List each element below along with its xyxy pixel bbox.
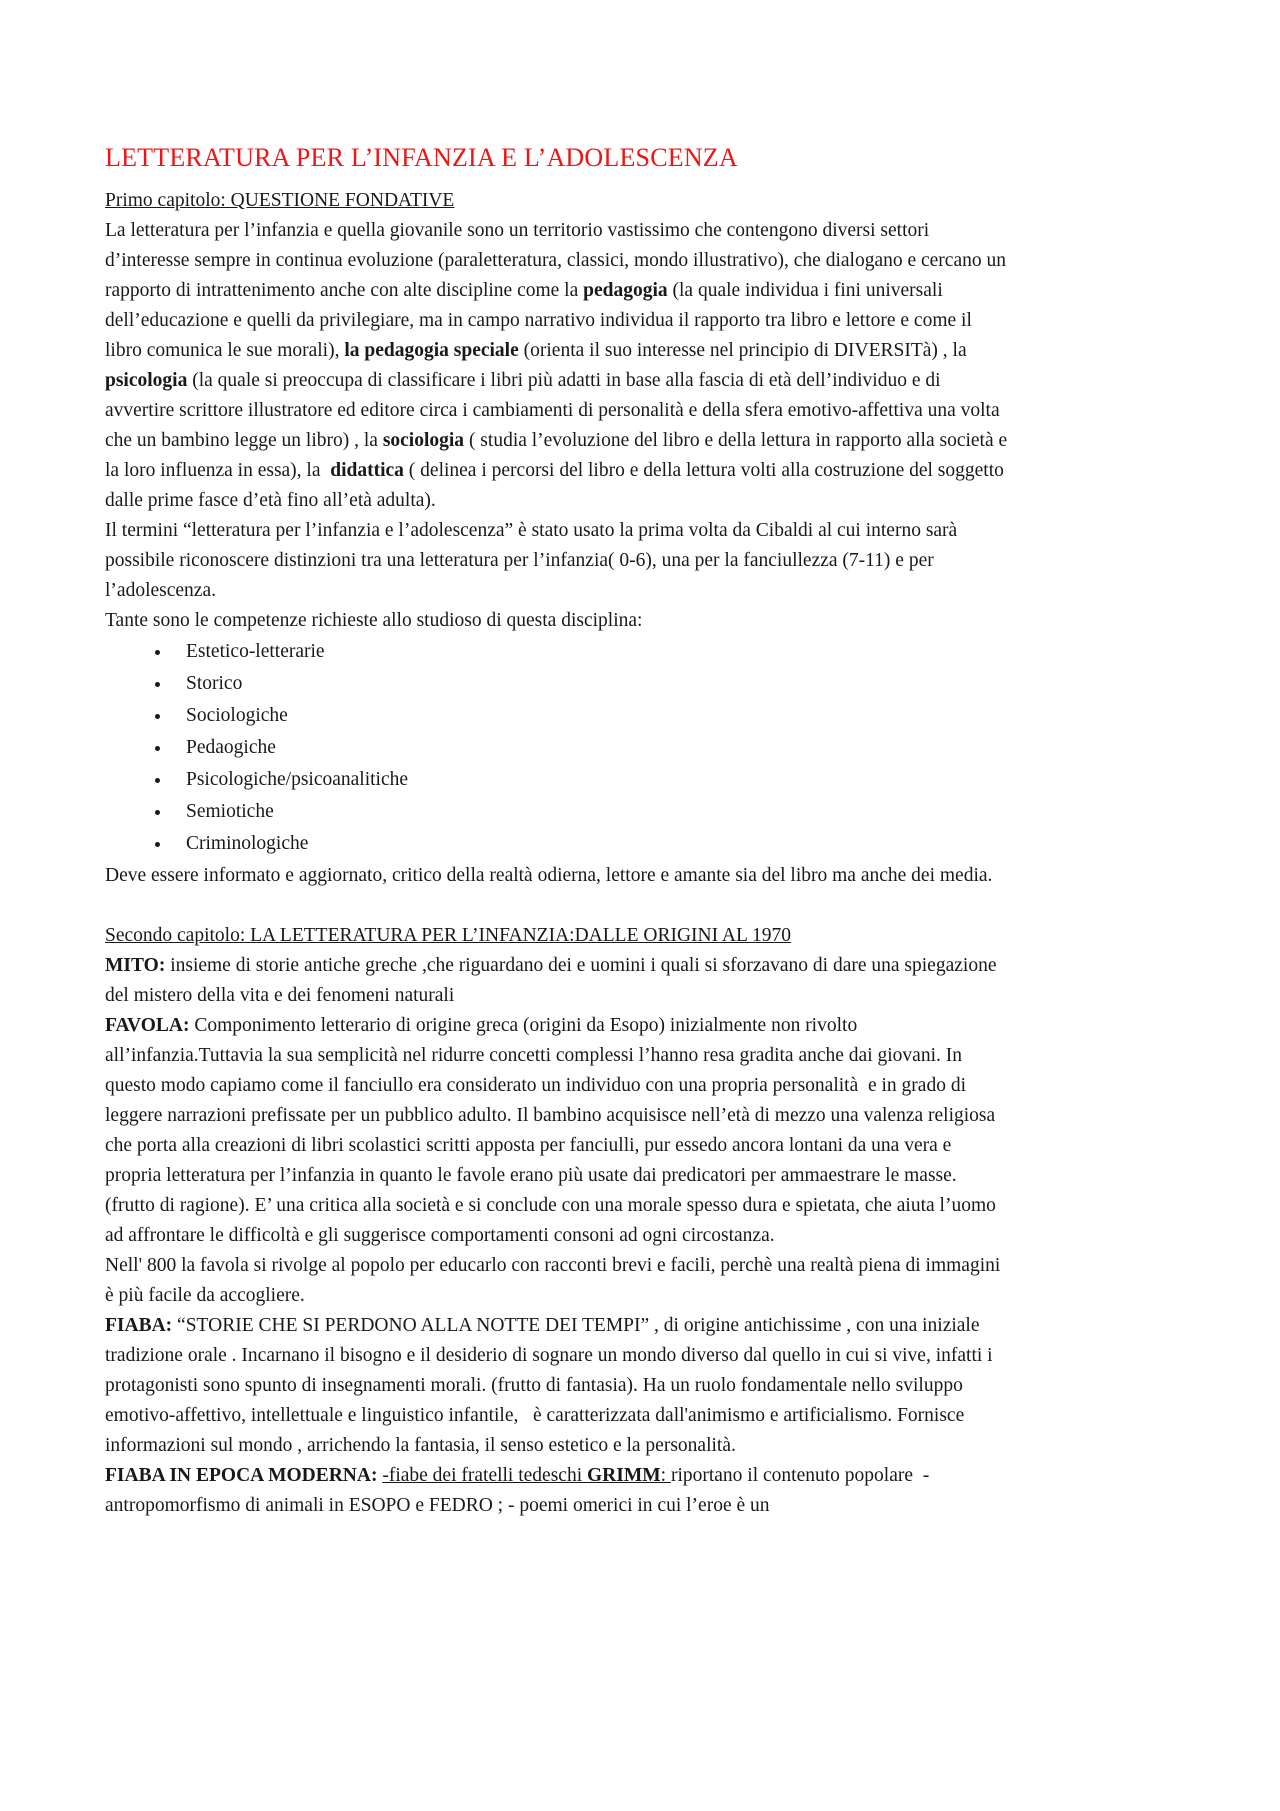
text-run: riportano il contenuto popolare - antropomorfismo di animali in ESOPO e FEDRO ; - poemi omerici in cui l’eroe è un bbox=[105, 1465, 935, 1516]
bold-text-run: didattica bbox=[330, 460, 404, 481]
list-item: • Estetico-letterarie bbox=[172, 637, 1008, 667]
text-run: Tante sono le competenze richieste allo studioso di questa disciplina: bbox=[105, 610, 643, 631]
text-run: (orienta il suo interesse nel principio di DIVERSITà) , la bbox=[518, 340, 972, 361]
text-run: ( delinea i percorsi del libro e della lettura volti alla costruzione del soggetto dalle prime fasce d’età fino all’età adulta). bbox=[105, 460, 1009, 511]
paragraph bbox=[105, 1311, 1008, 1461]
blank-line bbox=[105, 891, 1008, 921]
text-run: La letteratura per l’infanzia e quella giovanile sono un territorio vastissimo che contengono diversi settori d’interesse sempre in continua evoluzione (paraletteratura, classici, mondo illustrativo), che dialogano e cercano un rapporto di intrattenimento anche con alte discipline come la bbox=[105, 220, 1011, 301]
text-run: “STORIE CHE SI PERDONO ALLA NOTTE DEI TEMPI” , di origine antichissime , con una iniziale tradizione orale . Incarnano il bisogno e il desiderio di sognare un mondo diverso dal quello in cui si vive, infatti i protagonisti sono spunto di insegnamenti morali. (frutto di fantasia). Ha un ruolo fondamentale nello sviluppo emotivo-affettivo, intellettuale e linguistico infantile, è caratterizzata dall'animismo e artificialismo. Fornisce informazioni sul mondo , arrichendo la fantasia, il senso estetico e la personalità. bbox=[105, 1315, 998, 1456]
paragraph bbox=[105, 1011, 1008, 1251]
text-run: Componimento letterario di origine greca (origini da Esopo) inizialmente non rivolto all’infanzia.Tuttavia la sua semplicità nel ridurre concetti complessi l’hanno resa gradita anche dai giovani. In questo modo capiamo come il fanciullo era considerato un individuo con una propria personalità e in grado di leggere narrazioni prefissate per un pubblico adulto. Il bambino acquisisce nell’età di mezzo una valenza religiosa che porta alla creazioni di libri scolastici scritti apposta per fanciulli, pur essedo ancora lontani da una vera e propria letteratura per l’infanzia in quanto le favole erano più usate dai predicatori per ammaestrare le masse. (frutto di ragione). E’ una critica alla società e si conclude con una morale spesso dura e spietata, che aiuta l’uomo ad affrontare le difficoltà e gli suggerisce comportamenti consoni ad ogni circostanza. bbox=[105, 1015, 1001, 1246]
text-run: Secondo capitolo: LA LETTERATURA PER L’INFANZIA:DALLE ORIGINI AL 1970 bbox=[105, 925, 792, 946]
bold-text-run: MITO: bbox=[105, 955, 166, 976]
doc-title: LETTERATURA PER L’INFANZIA E L’ADOLESCENZA bbox=[105, 143, 738, 172]
list-item: • Semiotiche bbox=[172, 797, 1008, 827]
bullet-list bbox=[105, 637, 1008, 859]
paragraph bbox=[105, 1251, 1008, 1311]
bold-text-run: GRIMM bbox=[587, 1465, 661, 1486]
bold-text-run: psicologia bbox=[105, 370, 188, 391]
paragraph bbox=[105, 516, 1008, 606]
bold-text-run: FIABA IN EPOCA MODERNA: bbox=[105, 1465, 378, 1486]
list-item: • Criminologiche bbox=[172, 829, 1008, 859]
paragraph bbox=[105, 1461, 1008, 1521]
text-run: Il termini “letteratura per l’infanzia e l’adolescenza” è stato usato la prima volta da Cibaldi al cui interno sarà possibile riconoscere distinzioni tra una letteratura per l’infanzia( 0-6), una per la fanciullezza (7-11) e per l’adolescenza. bbox=[105, 520, 963, 601]
text-run: insieme di storie antiche greche ,che riguardano dei e uomini i quali si sforzavano di dare una spiegazione del mistero della vita e dei fenomeni naturali bbox=[105, 955, 1002, 1006]
bold-text-run: la pedagogia speciale bbox=[344, 340, 519, 361]
document-body bbox=[105, 186, 1013, 1521]
paragraph bbox=[105, 216, 1013, 516]
paragraph bbox=[105, 951, 1008, 1011]
chapter-heading bbox=[105, 186, 1008, 216]
text-run: Deve essere informato e aggiornato, critico della realtà odierna, lettore e amante sia del libro ma anche dei media. bbox=[105, 865, 993, 886]
text-run: ( studia l’evoluzione del libro e della lettura in rapporto alla società e la loro influenza in essa), la bbox=[105, 430, 1013, 481]
bold-text-run: FAVOLA: bbox=[105, 1015, 190, 1036]
chapter-heading bbox=[105, 921, 1008, 951]
text-run: -fiabe dei fratelli tedeschi bbox=[382, 1465, 587, 1486]
text-run: Nell' 800 la favola si rivolge al popolo per educarlo con racconti brevi e facili, perchè una realtà piena di immagini è più facile da accogliere. bbox=[105, 1255, 1006, 1306]
list-item: • Pedaogiche bbox=[172, 733, 1008, 763]
list-item: • Storico bbox=[172, 669, 1008, 699]
bold-text-run: FIABA: bbox=[105, 1315, 173, 1336]
paragraph bbox=[105, 861, 1008, 891]
text-run: : bbox=[660, 1465, 671, 1486]
bold-text-run: sociologia bbox=[382, 430, 465, 451]
text-run: (la quale si preoccupa di classificare i libri più adatti in base alla fascia di età dell’individuo e di avvertire scrittore illustratore ed editore circa i cambiamenti di personalità e della sfera emotivo-affettiva una volta che un bambino legge un libro) , la bbox=[105, 370, 1005, 451]
paragraph bbox=[105, 606, 1008, 636]
list-item: • Sociologiche bbox=[172, 701, 1008, 731]
text-run: (la quale individua i fini universali dell’educazione e quelli da privilegiare, ma in campo narrativo individua il rapporto tra libro e lettore e come il libro comunica le sue morali), bbox=[105, 280, 977, 361]
bold-text-run: pedagogia bbox=[583, 280, 668, 301]
text-run: Primo capitolo: QUESTIONE FONDATIVE bbox=[105, 190, 455, 211]
list-item: • Psicologiche/psicoanalitiche bbox=[172, 765, 1008, 795]
